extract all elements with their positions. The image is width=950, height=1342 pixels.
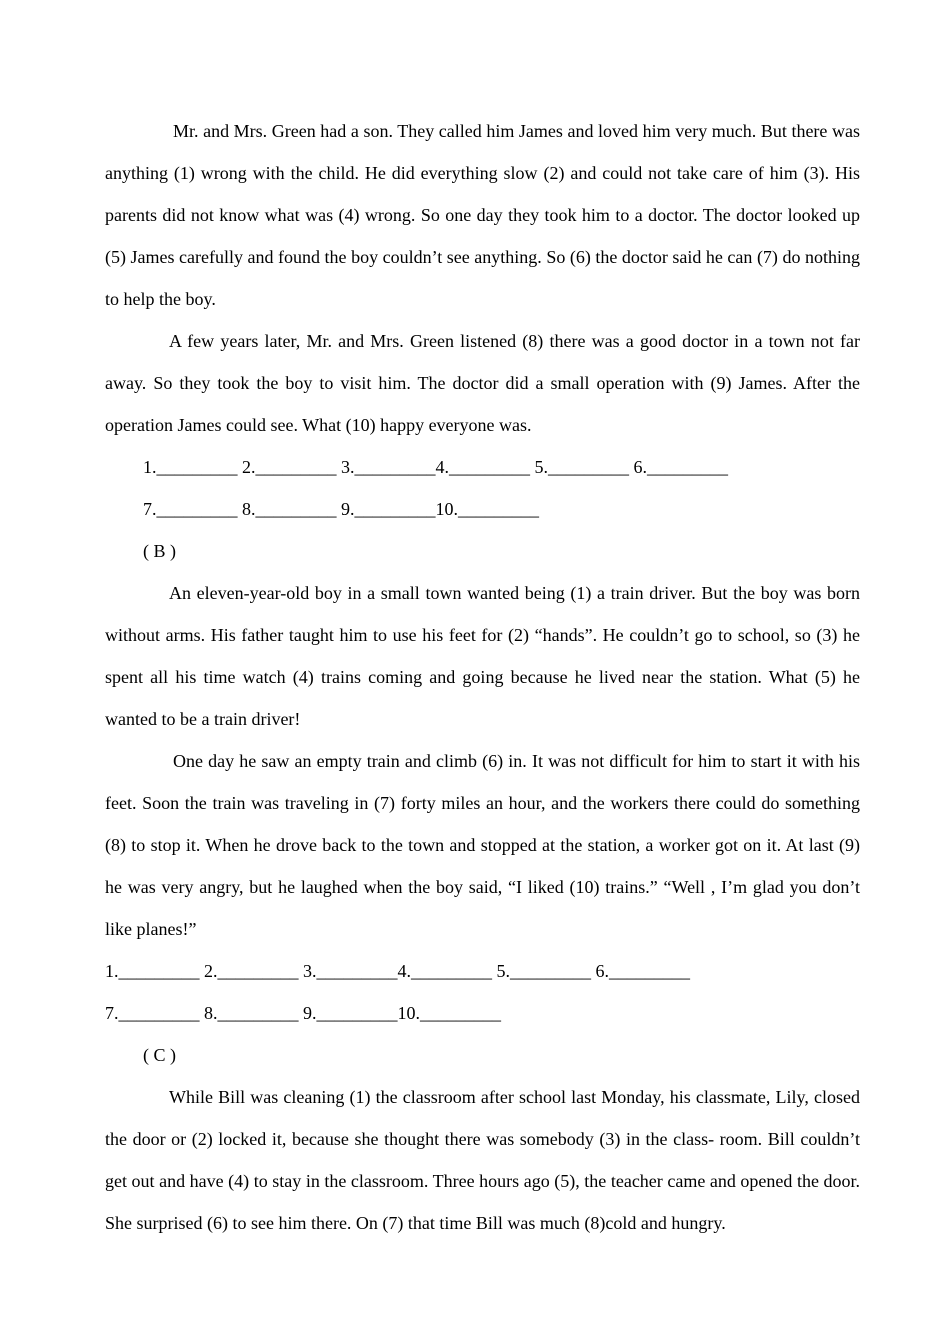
section-b-paragraph-2: One day he saw an empty train and climb (6) in. It was not difficult for him to start it with his feet. Soon the train was traveling in (7) forty miles an hour, and the workers there could do something (8) to stop it. When he drove back to the town and stopped at the station, a worker got on it. At last (9) he was very angry, but he laughed when the boy said, “I liked (10) trains.” “Well , I’m glad you don’t like planes!” <box>105 751 860 939</box>
section-a-answer-blanks-row-1: 1._________ 2._________ 3._________4._________ 5._________ 6._________ <box>143 457 728 477</box>
section-b-answer-blanks-row-2: 7._________ 8._________ 9._________10._________ <box>105 1003 501 1023</box>
section-b-paragraph-1: An eleven-year-old boy in a small town wanted being (1) a train driver. But the boy was born without arms. His father taught him to use his feet for (2) “hands”. He couldn’t go to school, so (3) he spent all his time watch (4) trains coming and going because he lived near the station. What (5) he wanted to be a train driver! <box>105 583 860 729</box>
section-c-paragraph-1: While Bill was cleaning (1) the classroom after school last Monday, his classmate, Lily, closed the door or (2) locked it, because she thought there was somebody (3) in the class- room. Bill couldn’t get out and have (4) to stay in the classroom. Three hours ago (5), the teacher came and opened the door. She surprised (6) to see him there. On (7) that time Bill was much (8)cold and hungry. <box>105 1087 860 1233</box>
section-a-answer-blanks-row-2: 7._________ 8._________ 9._________10._________ <box>143 499 539 519</box>
section-c-label: ( C ) <box>143 1045 176 1065</box>
section-b-answer-blanks-row-1: 1._________ 2._________ 3._________4._________ 5._________ 6._________ <box>105 961 690 981</box>
section-a-paragraph-2: A few years later, Mr. and Mrs. Green listened (8) there was a good doctor in a town not far away. So they took the boy to visit him. The doctor did a small operation with (9) James. After the operation James could see. What (10) happy everyone was. <box>105 331 860 435</box>
section-b-label: ( B ) <box>143 541 176 561</box>
section-a-paragraph-1: Mr. and Mrs. Green had a son. They called him James and loved him very much. But there was anything (1) wrong with the child. He did everything slow (2) and could not take care of him (3). His parents did not know what was (4) wrong. So one day they took him to a doctor. The doctor looked up (5) James carefully and found the boy couldn’t see anything. So (6) the doctor said he can (7) do nothing to help the boy. <box>105 121 860 309</box>
document-content <box>105 110 860 1244</box>
